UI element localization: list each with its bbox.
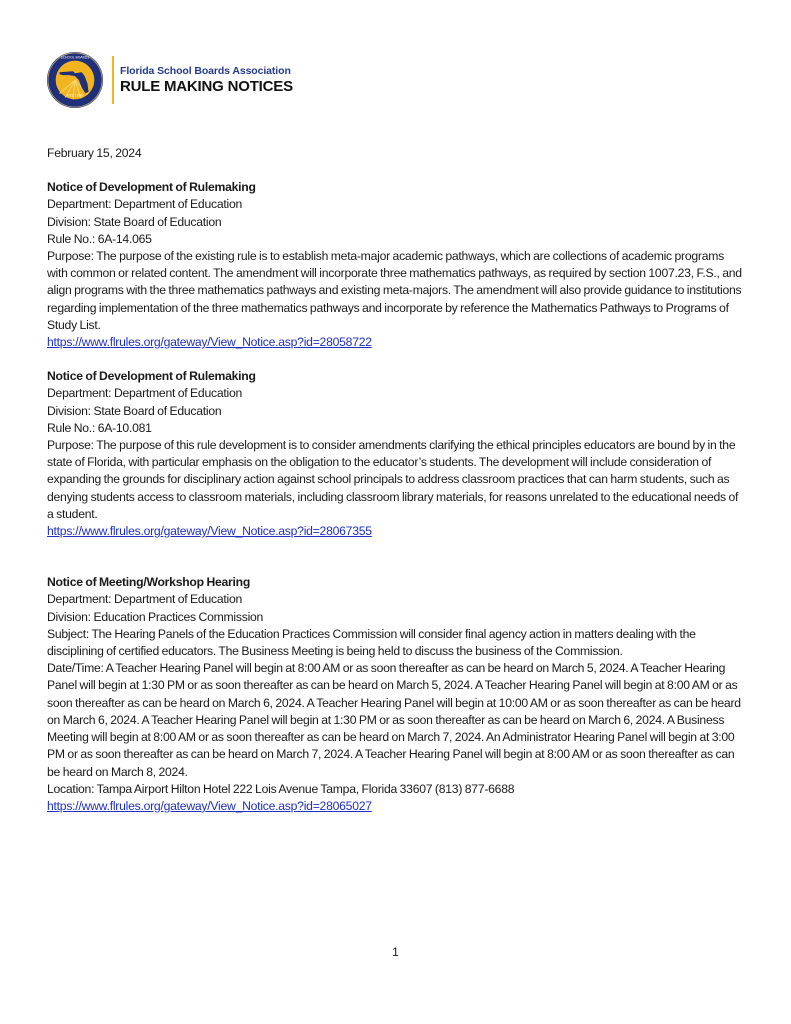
brand-block xyxy=(120,66,293,95)
notice-rule-number: Rule No.: 6A-14.065 xyxy=(47,231,152,246)
org-name: Florida School Boards Association xyxy=(120,64,291,77)
spacer xyxy=(47,540,747,574)
notice-title: Notice of Meeting/Workshop Hearing xyxy=(47,575,251,590)
notice-title: Notice of Development of Rulemaking xyxy=(47,369,256,384)
notice-division: Division: State Board of Education xyxy=(47,403,222,418)
svg-text:EST. 1930: EST. 1930 xyxy=(67,93,83,98)
notice-division: Division: Education Practices Commission xyxy=(47,609,264,624)
notice-subject: Subject: The Hearing Panels of the Education Practices Commission will consider final agency action in matters dealing with the disciplining of certified educators. The Business Meeting is being held to discuss the business of the Commission. xyxy=(47,626,696,659)
notice-title: Notice of Development of Rulemaking xyxy=(47,180,256,195)
notice-1 xyxy=(47,179,747,351)
page-number: 1 xyxy=(392,945,399,959)
notice-link[interactable]: https://www.flrules.org/gateway/View_Notice.asp?id=28065027 xyxy=(47,798,372,813)
notice-location: Location: Tampa Airport Hilton Hotel 222 Lois Avenue Tampa, Florida 33607 (813) 877-6688 xyxy=(47,781,515,796)
notice-link[interactable]: https://www.flrules.org/gateway/View_Notice.asp?id=28067355 xyxy=(47,524,372,539)
document-body xyxy=(47,145,747,815)
florida-seal-icon xyxy=(46,51,104,109)
notice-link[interactable]: https://www.flrules.org/gateway/View_Notice.asp?id=28058722 xyxy=(47,335,372,350)
notice-purpose: Purpose: The purpose of this rule development is to consider amendments clarifying the ethical principles educators are bound by in the state of Florida, with particular emphasis on the obligation to the educator’s students. The development will include consideration of expanding the grounds for disciplinary action against school principals to address classroom practices that can harm students, such as denying students access to classroom materials, including classroom library materials, for reasons unrelated to the educational needs of a student. xyxy=(47,438,739,521)
document-title: RULE MAKING NOTICES xyxy=(120,78,293,96)
page-header xyxy=(46,50,293,110)
notice-division: Division: State Board of Education xyxy=(47,214,222,229)
spacer xyxy=(47,351,747,368)
notice-department: Department: Department of Education xyxy=(47,197,243,212)
document-date: February 15, 2024 xyxy=(47,146,142,160)
header-divider xyxy=(112,56,114,104)
svg-text:SCHOOL BOARDS: SCHOOL BOARDS xyxy=(60,55,90,60)
notice-rule-number: Rule No.: 6A-10.081 xyxy=(47,420,152,435)
notice-department: Department: Department of Education xyxy=(47,386,243,401)
notice-3 xyxy=(47,574,747,815)
notice-datetime: Date/Time: A Teacher Hearing Panel will begin at 8:00 AM or as soon thereafter as can be heard on March 5, 2024. A Teacher Hearing Panel will begin at 1:30 PM or as soon thereafter as can be heard on March 5, 2024. A Teacher Hearing Panel will begin at 8:00 AM or as soon thereafter as can be heard on March 6, 2024. A Teacher Hearing Panel will begin at 10:00 AM or as soon thereafter as can be heard on March 6, 2024. A Teacher Hearing Panel will begin at 1:30 PM or as soon thereafter as can be heard on March 6, 2024. A Business Meeting will begin at 8:00 AM or as soon thereafter as can be heard on March 7, 2024. An Administrator Hearing Panel will begin at 3:00 PM or as soon thereafter as can be heard on March 7, 2024. A Teacher Hearing Panel will begin at 8:00 AM or as soon thereafter as can be heard on March 8, 2024. xyxy=(47,661,741,779)
notice-purpose: Purpose: The purpose of the existing rule is to establish meta-major academic pathways, which are collections of academic programs with common or related content. The amendment will incorporate three mathematics pathways, as required by section 1007.23, F.S., and align programs with the three mathematics pathways and existing meta-majors. The amendment will also provide guidance to institutions regarding implementation of the three mathematics pathways and incorporate by reference the Mathematics Pathways to Programs of Study List. xyxy=(47,249,742,332)
notice-department: Department: Department of Education xyxy=(47,592,243,607)
notice-2 xyxy=(47,368,747,540)
